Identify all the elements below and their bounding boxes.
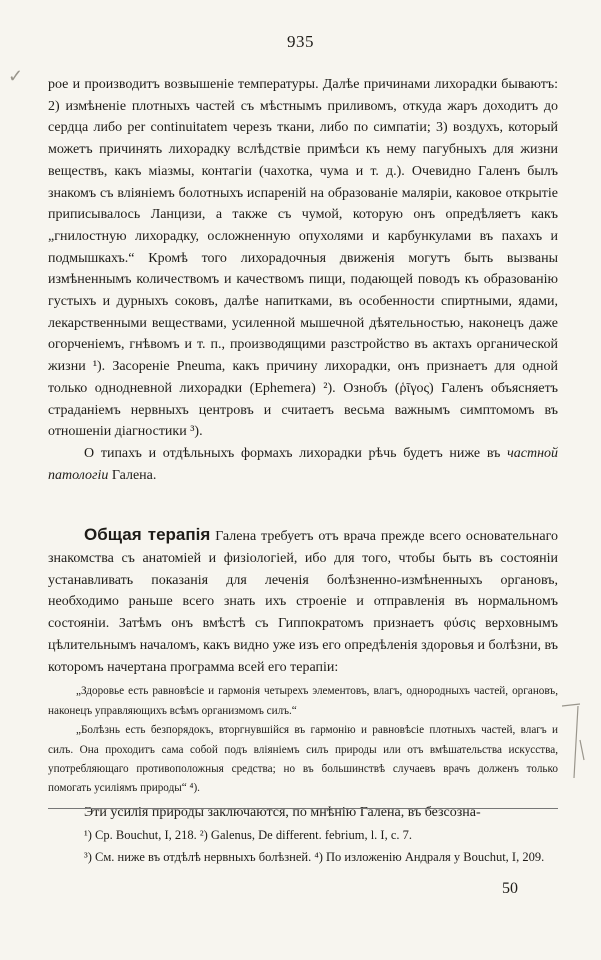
signature-number: 50 <box>502 880 518 897</box>
paragraph-3-text: Галена требуетъ отъ врача прежде всего основательнаго знакомства съ анатоміей и физіологіей, ибо для того, чтобы быть въ состояніи устанавливать показанія для леченія болѣзненно-измѣненныхъ органовъ, необходимо раньше всего знать ихъ строеніе и отправленія въ нормальномъ состояніи. Затѣмъ онъ вмѣстѣ съ Гиппократомъ признаетъ φύσις верховнымъ цѣлительнымъ началомъ, какъ видно уже изъ его опредѣленія здоровья и болѣзни, въ которомъ начертана программа всей его терапіи: <box>48 529 559 675</box>
page-number: 935 <box>287 32 314 51</box>
paragraph-2-text: О типахъ и отдѣльныхъ формахъ лихорадки рѣчь будетъ ниже въ <box>84 445 501 461</box>
paragraph-2-italic: частной патологіи <box>48 445 559 483</box>
pencil-margin-line <box>560 700 586 780</box>
footnote-line: ³) См. ниже въ отдѣлѣ нервныхъ болѣзней. ⁴) По изложенію Андраля у Bouchut, I, 209. <box>84 850 545 864</box>
section-heading: Общая терапія <box>84 525 211 545</box>
paragraph-4: Эти усилія природы заключаются, по мнѣнію Галена, въ безсозна- <box>84 804 481 820</box>
footnote-line: ¹) Ср. Bouchut, I, 218. ²) Galenus, De different. febrium, l. I, c. 7. <box>84 828 413 842</box>
paragraph-2-end: Галена. <box>111 467 157 483</box>
footnote-rule <box>48 808 558 809</box>
quote-disease: „Болѣзнь есть безпорядокъ, вторгнувшійся въ гармонію и равновѣсіе плотныхъ частей, влагъ и силъ. Она проходитъ сама собой подъ вліяніемъ силъ природы или отъ вмѣшательства искусства, употребляющаго противоположныя средства; но въ большинствѣ случаевъ врачъ долженъ только помогать усиліямъ природы“ ⁴). <box>48 724 558 795</box>
paragraph-1: рое и производитъ возвышеніе температуры. Далѣе причинами лихорадки бываютъ: 2) измѣненіе плотныхъ частей съ мѣстнымъ приливомъ, откуда жаръ доходитъ до сердца либо per continuitatem черезъ ткани, либо по симпатіи; 3) воздухъ, который можетъ причинять лихорадку вслѣдствіе примѣси къ нему пагубныхъ для жизни веществъ, какъ міазмы, контагіи (чахотка, чума и т. д.). Очевидно Галенъ былъ знакомъ съ вліяніемъ болотныхъ испареній на образованіе маляріи, каковое открытіе приписывалось Ланцизи, а также съ чумой, которую онъ опредѣляетъ какъ „гнилостную лихорадку, осложненную опухолями и карбункулами въ пахахъ и подмышкахъ.“ Кромѣ того лихорадочныя движенія могутъ быть вызваны измѣненнымъ количествомъ и качествомъ пищи, подающей поводъ къ образованію густыхъ и дурныхъ соковъ, далѣе напитками, въ особенности спиртными, ядами, лекарственными веществами, усиленной мышечной дѣятельностью, наконецъ даже огорченіемъ, гнѣвомъ и т. п., производящими разстройство въ актахъ органической жизни ¹). Засореніе Pneuma, какъ причину лихорадки, онъ признаетъ для одной только однодневной лихорадки (Ephemera) ²). Ознобъ (ῥῖγος) Галенъ объясняетъ страданіемъ нервныхъ центровъ и считаетъ весьма важнымъ симптомомъ въ отношеніи діагностики ³). <box>48 77 558 440</box>
quote-health: „Здоровье есть равновѣсіе и гармонія четырехъ элементовъ, влагъ, однородныхъ частей, органовъ, наконецъ управляющихъ всѣмъ организмомъ силъ.“ <box>48 685 558 717</box>
paragraph-2 <box>48 443 558 486</box>
paragraph-3 <box>48 524 558 678</box>
footnotes <box>48 824 558 868</box>
pencil-check-mark: ✓ <box>8 66 24 86</box>
body-text <box>48 74 558 823</box>
